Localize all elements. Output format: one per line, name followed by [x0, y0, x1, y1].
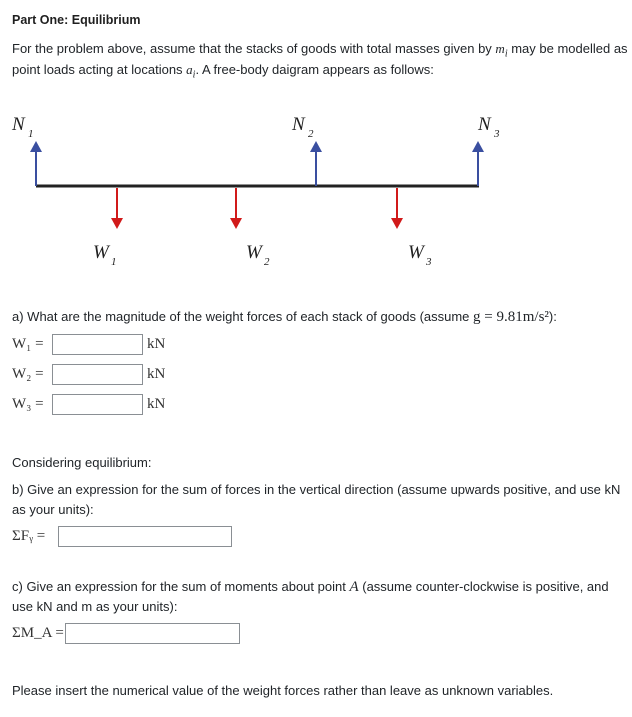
reaction-arrowhead-3 — [472, 141, 484, 152]
w3-label: W₃ = — [12, 396, 44, 412]
question-b-line-1: b) Give an expression for the sum of forces in the vertical direction (assume upwards positive, and use kN — [12, 482, 621, 497]
w3-input[interactable] — [52, 394, 143, 415]
w2-unit: kN — [147, 366, 166, 382]
reaction-arrowhead-2 — [310, 141, 322, 152]
var-a: a — [186, 62, 193, 77]
intro-paragraph-line-2: point loads acting at locations $a_i$. A free-body daigram appears as follows: — [12, 62, 434, 81]
weight-arrowhead-1 — [111, 218, 123, 229]
weight-arrowhead-2 — [230, 218, 242, 229]
considering-equilibrium: Considering equilibrium: — [12, 455, 152, 470]
g-expression: g = 9.81m/s² — [473, 309, 549, 325]
section-title: Part One: Equilibrium — [12, 13, 141, 27]
label-w2: W — [246, 242, 262, 263]
sum-fy-label: ΣFᵧ = — [12, 528, 46, 544]
sum-ma-input[interactable] — [65, 623, 240, 644]
label-w3: W — [408, 242, 424, 263]
label-w1-sub: 1 — [111, 256, 117, 268]
w1-unit: kN — [147, 336, 166, 352]
label-n1-sub: 1 — [28, 128, 34, 140]
free-body-diagram — [0, 100, 632, 280]
w2-label: W₂ = — [12, 366, 44, 382]
reaction-arrowhead-1 — [30, 141, 42, 152]
question-c-line-1: c) Give an expression for the sum of moments about point A (assume counter-clockwise is positive, and — [12, 579, 609, 595]
w1-label: W₁ = — [12, 336, 44, 352]
label-w3-sub: 3 — [426, 256, 432, 268]
question-b-line-2: as your units): — [12, 502, 94, 517]
w3-unit: kN — [147, 396, 166, 412]
label-n3-sub: 3 — [494, 128, 500, 140]
var-m: m — [495, 41, 505, 56]
footer-note: Please insert the numerical value of the weight forces rather than leave as unknown variables. — [12, 683, 554, 698]
question-a-text: a) What are the magnitude of the weight forces of each stack of goods (assume g = 9.81m/s²): — [12, 309, 557, 325]
weight-arrowhead-3 — [391, 218, 403, 229]
label-n2-sub: 2 — [308, 128, 314, 140]
w1-input[interactable] — [52, 334, 143, 355]
label-w1: W — [93, 242, 109, 263]
intro-paragraph-line-1: For the problem above, assume that the stacks of goods with total masses given by $m_i$ may be modelled as — [12, 41, 628, 60]
label-n3: N — [478, 114, 491, 135]
label-w2-sub: 2 — [264, 256, 270, 268]
point-a: A — [349, 579, 359, 595]
sum-ma-label: ΣM_A = — [12, 625, 64, 641]
label-n1: N — [12, 114, 25, 135]
label-n2: N — [292, 114, 305, 135]
question-c-line-2: use kN and m as your units): — [12, 599, 178, 614]
sum-fy-input[interactable] — [58, 526, 232, 547]
w2-input[interactable] — [52, 364, 143, 385]
